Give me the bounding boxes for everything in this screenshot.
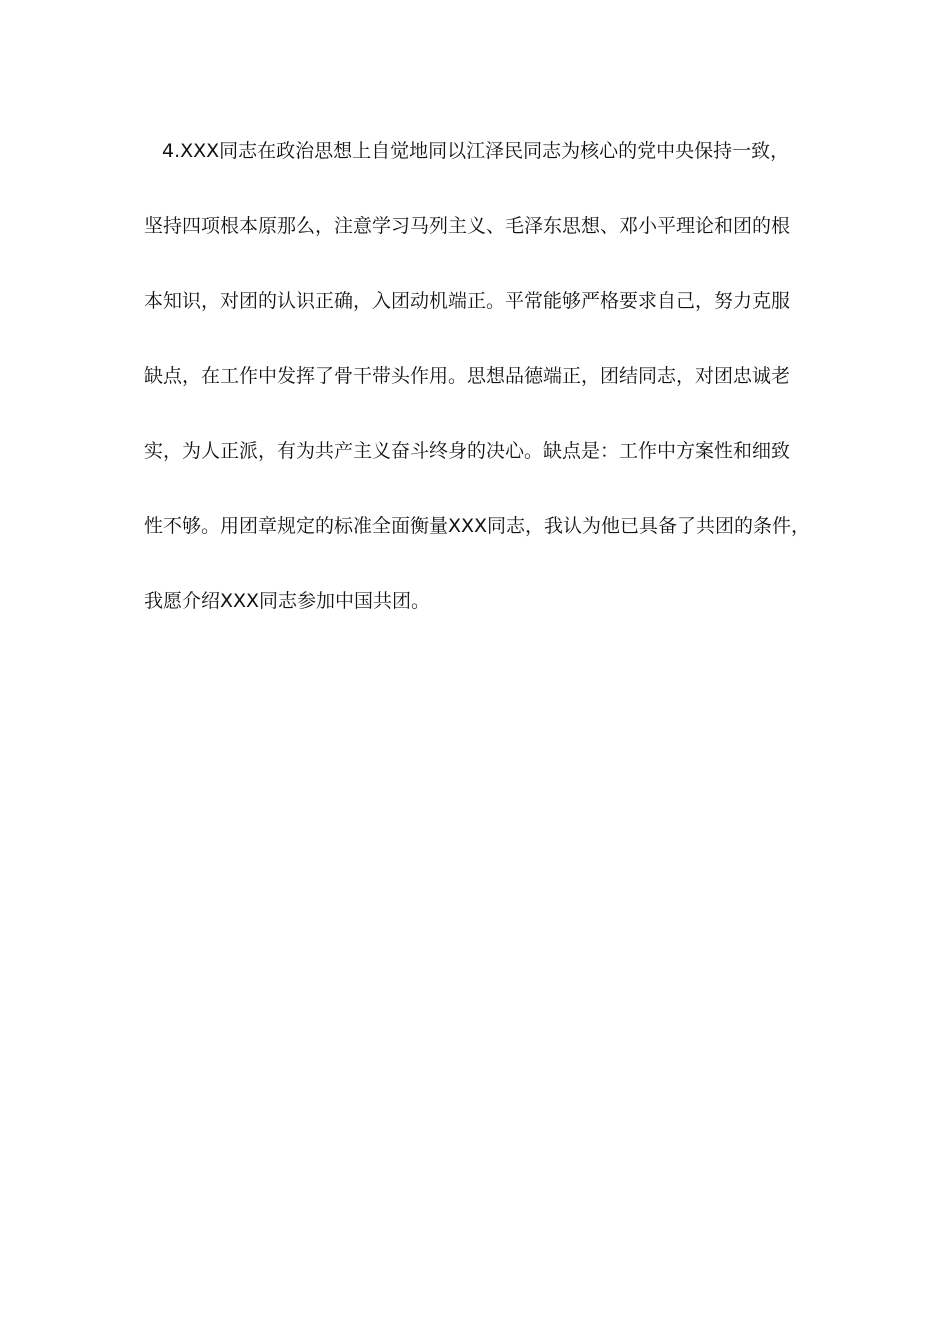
paragraph-line: 4.XXX同志在政治思想上自觉地同以江泽民同志为核心的党中央保持一致，	[162, 140, 790, 162]
paragraph-line: 坚持四项根本原那么，注意学习马列主义、毛泽东思想、邓小平理论和团的根	[144, 215, 791, 237]
paragraph-line: 性不够。用团章规定的标准全面衡量XXX同志，我认为他已具备了共团的条件，	[144, 515, 811, 537]
paragraph-line: 本知识，对团的认识正确，入团动机端正。平常能够严格要求自己，努力克服	[144, 290, 791, 312]
paragraph-line: 我愿介绍XXX同志参加中国共团。	[144, 590, 431, 612]
paragraph-line: 实，为人正派，有为共产主义奋斗终身的决心。缺点是：工作中方案性和细致	[144, 440, 791, 462]
paragraph-line: 缺点，在工作中发挥了骨干带头作用。思想品德端正，团结同志，对团忠诚老	[144, 365, 791, 387]
recommendation-paragraph	[144, 130, 814, 655]
